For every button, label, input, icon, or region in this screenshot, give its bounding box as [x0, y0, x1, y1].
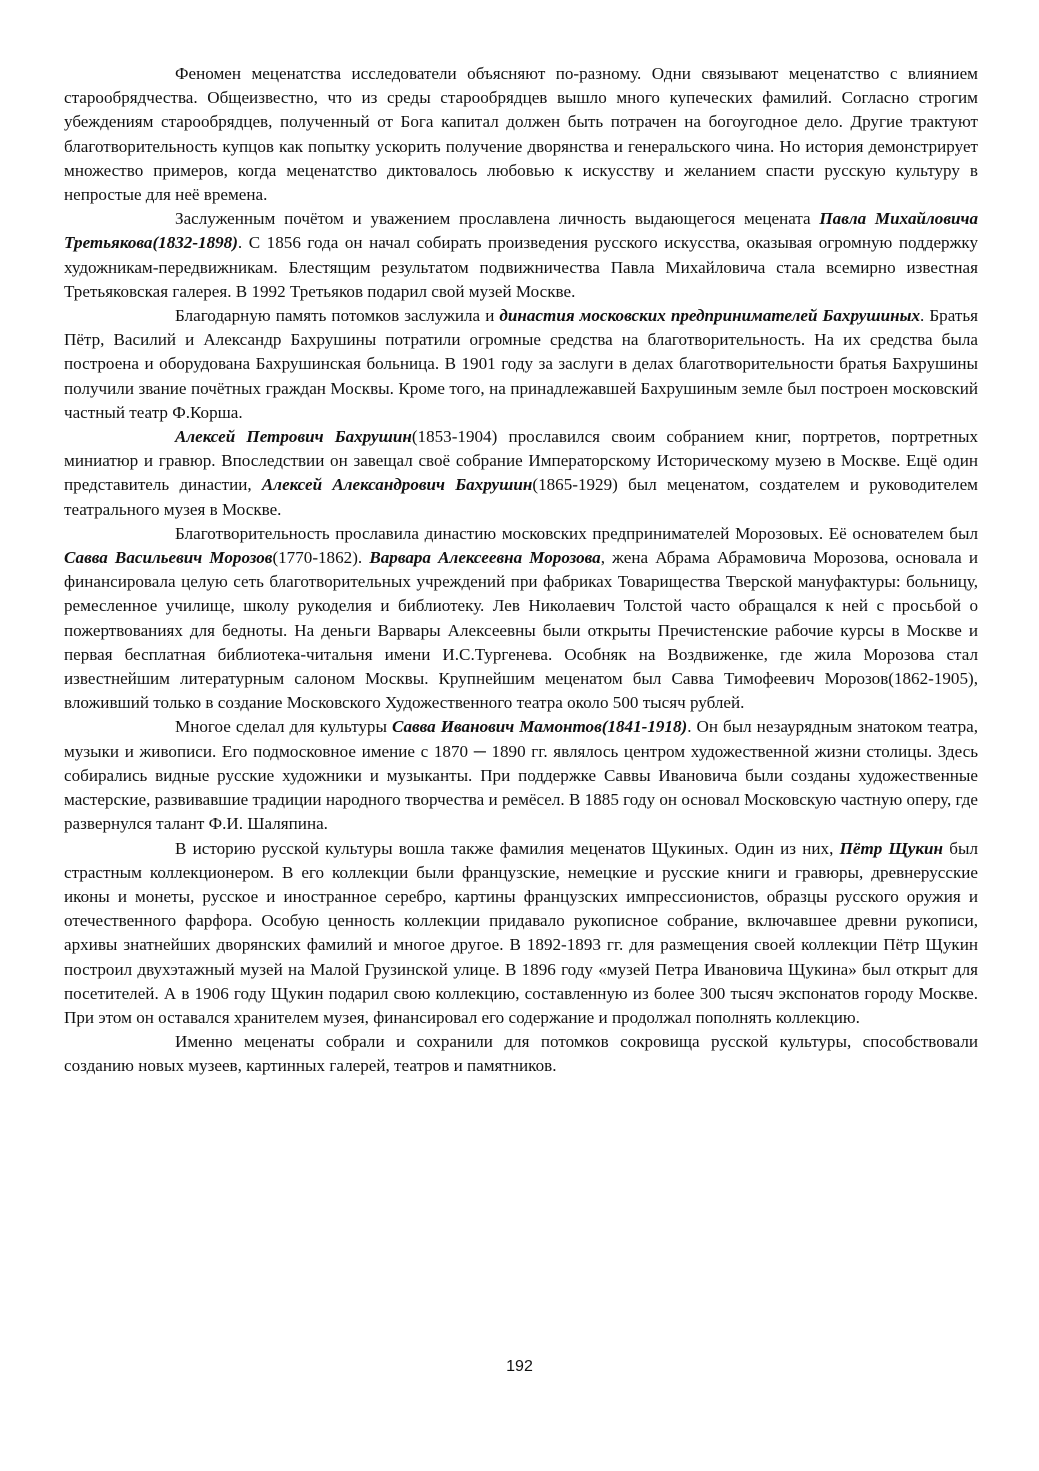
- text-span: , жена Абрама Абрамовича Морозова, основала и финансировала целую сеть благотворительных учреждений при фабриках Товарищества Тверской мануфактуры: больницу, ремесленное училище, школу рукоделия и библиотеку. Лев Николаевич Толстой часто обращался к ней с просьбой о пожертвованиях для бедноты. На деньги Варвары Алексеевны были открыты Пречистенские рабочие курсы в Москве и первая бесплатная библиотека-читальня имени И.С.Тургенева. Особняк на Воздвиженке, где жила Морозова стал известнейшим литературным салоном Москвы. Крупнейшим меценатом был Савва Тимофеевич Морозов(1862-1905), вложивший только в создание Московского Художественного театра около 500 тысяч рублей.: [64, 548, 978, 713]
- text-span: Многое сделал для культуры: [175, 717, 392, 737]
- paragraph-bakhrushin-dynasty: [64, 304, 978, 425]
- emphasis-name: Павла Михайловича Третьякова(1832-1898): [64, 209, 978, 253]
- text-span: Благотворительность прославила династию московских предпринимателей Морозовых. Её основателем был: [175, 523, 978, 543]
- emphasis-name: Пётр Щукин: [839, 838, 944, 858]
- text-span: . С 1856 года он начал собирать произведения русского искусства, оказывая огромную поддержку художникам-передвижникам. Блестящим результатом подвижничества Павла Михайловича стала всемирно известная Третьяковская галерея. В 1992 Третьяков подарил свой музей Москве.: [64, 233, 978, 301]
- emphasis-name: Савва Иванович Мамонтов(1841-1918): [391, 717, 688, 737]
- text-span: . Он был незаурядным знатоком театра, музыки и живописи. Его подмосковное имение с 1870 ─ 1890 гг. являлось центром художественной жизни столицы. Здесь собирались видные русские художники и музыканты. При поддержке Саввы Ивановича были созданы художественные мастерские, развивавшие традиции народного творчества и ремёсел. В 1885 году он основал Московскую частную оперу, где развернулся талант Ф.И. Шаляпина.: [64, 717, 979, 834]
- emphasis-name: Савва Васильевич Морозов: [64, 548, 273, 568]
- text-span: Благодарную память потомков заслужила и: [175, 306, 500, 326]
- paragraph-mamontov: [64, 715, 978, 836]
- emphasis-name: Варвара Алексеевна Морозова: [369, 548, 601, 568]
- paragraph-intro: [64, 62, 978, 207]
- text-span: (1770-1862).: [272, 548, 370, 568]
- text-span: Заслуженным почётом и уважением прославлена личность выдающегося мецената: [175, 209, 820, 229]
- text-span: Именно меценаты собрали и сохранили для потомков сокровища русской культуры, способствовали созданию новых музеев, картинных галерей, театров и памятников.: [64, 1032, 978, 1076]
- emphasis-name: Алексей Петрович Бахрушин: [175, 427, 412, 447]
- page-number: 192: [506, 1358, 533, 1375]
- emphasis-name: Алексей Александрович Бахрушин: [261, 475, 533, 495]
- text-span: (1853-1904) прославился своим собранием книг, портретов, портретных миниатюр и гравюр. Впоследствии он завещал своё собрание Императорскому Историческому музею в Москве. Ещё один представитель династии,: [64, 427, 979, 495]
- paragraph-shchukin: [64, 837, 978, 1031]
- text-span: был страстным коллекционером. В его коллекции были французские, немецкие и русские книги и гравюры, древнерусские иконы и монеты, русское и иностранное серебро, картины французских импрессионистов, образцы русского оружия и отечественного фарфора. Особую ценность коллекции придавало рукописное собрание, включавшее древни рукописи, архивы знатнейших дворянских фамилий и многое другое. В 1892-1893 гг. для размещения своей коллекции Пётр Щукин построил двухэтажный музей на Малой Грузинской улице. В 1896 году «музей Петра Ивановича Щукина» был открыт для посетителей. А в 1906 году Щукин подарил свою коллекцию, составленную из более 300 тысяч экспонатов городу Москве. При этом он оставался хранителем музея, финансировал его содержание и продолжал пополнять коллекцию.: [64, 838, 978, 1027]
- text-span: . Братья Пётр, Василий и Александр Бахрушины потратили огромные средства на благотворительность. На их средства была построена и оборудована Бахрушинская больница. В 1901 году за заслуги в делах благотворительности братья Бахрушины получили звание почётных граждан Москвы. Кроме того, на принадлежавшей Бахрушиным земле был построен московский частный театр Ф.Корша.: [64, 306, 978, 422]
- paragraph-morozov: [64, 522, 978, 716]
- text-span: Феномен меценатства исследователи объясняют по-разному. Одни связывают меценатство с влиянием старообрядчества. Общеизвестно, что из среды старообрядцев вышло много купеческих фамилий. Согласно строгим убеждениям старообрядцев, полученный от Бога капитал должен быть потрачен на богоугодное дело. Другие трактуют благотворительность купцов как попытку ускорить получение дворянства и генеральского чина. Но история демонстрирует множество примеров, когда меценатство диктовалось любовью к искусству и желанием спасти русскую культуру в непростые для неё времена.: [64, 64, 978, 205]
- text-span: (1865-1929) был меценатом, создателем и руководителем театрального музея в Москве.: [64, 475, 978, 519]
- paragraph-bakhrushin-alexey: [64, 425, 978, 522]
- paragraph-tretyakov: [64, 207, 978, 304]
- text-span: В историю русской культуры вошла также фамилия меценатов Щукиных. Один из них,: [175, 838, 840, 858]
- document-page: [64, 62, 978, 1079]
- paragraph-conclusion: [64, 1030, 978, 1078]
- emphasis-name: династия московских предпринимателей Бахрушиных: [499, 306, 921, 326]
